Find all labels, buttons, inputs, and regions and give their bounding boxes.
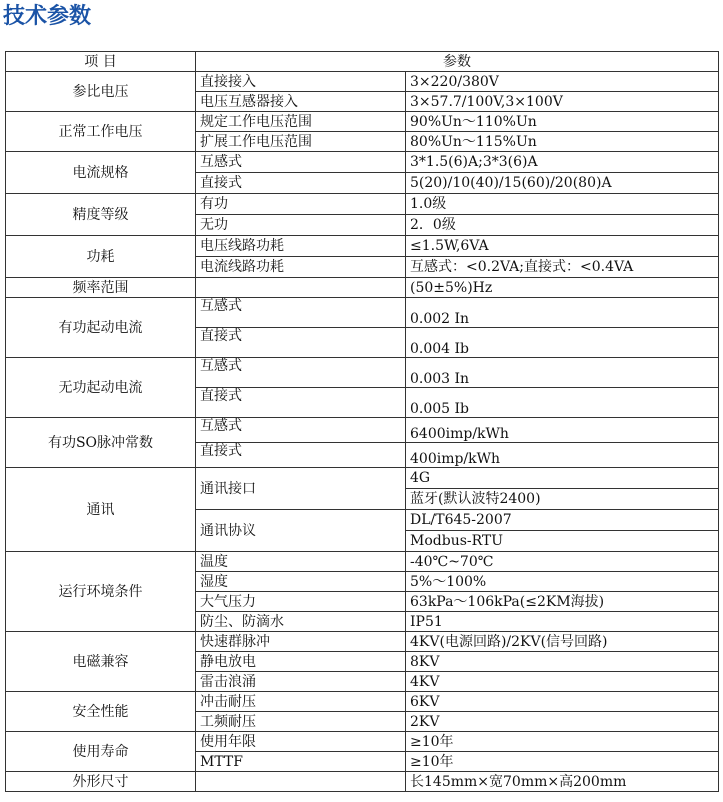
value-cell: -40℃~70℃: [406, 552, 719, 572]
value-cell: 互感式：<0.2VA;直接式：<0.4VA: [406, 257, 719, 278]
table-row: [6, 112, 719, 132]
value-cell: ≥10年: [406, 732, 719, 752]
table-row: [6, 194, 719, 215]
table-row: [6, 236, 719, 257]
row-label-safety: 安全性能: [6, 692, 196, 732]
sub-label: 快速群脉冲: [196, 632, 406, 652]
sub-label: 直接接入: [196, 72, 406, 92]
sub-label: 冲击耐压: [196, 692, 406, 712]
sub-label: 互感式: [196, 358, 406, 388]
sub-label: 通讯协议: [196, 510, 406, 552]
sub-label: 使用年限: [196, 732, 406, 752]
value-cell: 3×220/380V: [406, 72, 719, 92]
value-cell: 0.002 In: [406, 298, 719, 328]
value-cell: 4G: [406, 468, 719, 489]
table-row: [6, 468, 719, 489]
sub-label: 互感式: [196, 152, 406, 173]
table-row: [6, 152, 719, 173]
value-cell: 1.0级: [406, 194, 719, 215]
spec-table: [5, 51, 719, 792]
value-cell: Modbus-RTU: [406, 531, 719, 552]
sub-label: 电流线路功耗: [196, 257, 406, 278]
header-params: 参数: [196, 52, 719, 72]
row-label-life: 使用寿命: [6, 732, 196, 772]
sub-label-empty: [196, 772, 406, 792]
value-cell: 80%Un～115%Un: [406, 132, 719, 152]
sub-label: 通讯接口: [196, 468, 406, 510]
table-row: [6, 358, 719, 388]
row-label-env: 运行环境条件: [6, 552, 196, 632]
row-label-emc: 电磁兼容: [6, 632, 196, 692]
sub-label: 直接式: [196, 443, 406, 468]
sub-label: 工频耐压: [196, 712, 406, 732]
row-label-active-start: 有功起动电流: [6, 298, 196, 358]
row-label-freq: 频率范围: [6, 278, 196, 298]
table-row: [6, 72, 719, 92]
value-cell: 3*1.5(6)A;3*3(6)A: [406, 152, 719, 173]
table-header-row: [6, 52, 719, 72]
sub-label: 直接式: [196, 173, 406, 194]
value-cell: 0.005 Ib: [406, 388, 719, 418]
sub-label: 直接式: [196, 328, 406, 358]
row-label-ref-voltage: 参比电压: [6, 72, 196, 112]
value-cell: 4KV(电源回路)/2KV(信号回路): [406, 632, 719, 652]
value-cell: 2．0级: [406, 215, 719, 236]
sub-label: 规定工作电压范围: [196, 112, 406, 132]
table-row: [6, 732, 719, 752]
value-cell: (50±5%)Hz: [406, 278, 719, 298]
sub-label: 无功: [196, 215, 406, 236]
value-cell: 5(20)/10(40)/15(60)/20(80)A: [406, 173, 719, 194]
sub-label: 互感式: [196, 418, 406, 443]
value-cell: DL/T645-2007: [406, 510, 719, 531]
sub-label: 互感式: [196, 298, 406, 328]
sub-label: 直接式: [196, 388, 406, 418]
value-cell: 400imp/kWh: [406, 443, 719, 468]
value-cell: 8KV: [406, 652, 719, 672]
sub-label: 温度: [196, 552, 406, 572]
sub-label-empty: [196, 278, 406, 298]
value-cell: 90%Un～110%Un: [406, 112, 719, 132]
value-cell: 长145mm×宽70mm×高200mm: [406, 772, 719, 792]
value-cell: 6KV: [406, 692, 719, 712]
row-label-pulse: 有功SO脉冲常数: [6, 418, 196, 468]
value-cell: 2KV: [406, 712, 719, 732]
row-label-current: 电流规格: [6, 152, 196, 194]
row-label-accuracy: 精度等级: [6, 194, 196, 236]
table-row: [6, 632, 719, 652]
table-row: [6, 278, 719, 298]
table-row: [6, 298, 719, 328]
value-cell: ≥10年: [406, 752, 719, 772]
value-cell: 蓝牙(默认波特2400): [406, 489, 719, 510]
table-row: [6, 772, 719, 792]
sub-label: 静电放电: [196, 652, 406, 672]
row-label-work-voltage: 正常工作电压: [6, 112, 196, 152]
value-cell: 0.004 Ib: [406, 328, 719, 358]
value-cell: 5%～100%: [406, 572, 719, 592]
table-row: [6, 692, 719, 712]
row-label-size: 外形尺寸: [6, 772, 196, 792]
sub-label: 电压线路功耗: [196, 236, 406, 257]
value-cell: IP51: [406, 612, 719, 632]
row-label-comm: 通讯: [6, 468, 196, 552]
table-row: [6, 552, 719, 572]
value-cell: ≤1.5W,6VA: [406, 236, 719, 257]
sub-label: 扩展工作电压范围: [196, 132, 406, 152]
sub-label: 雷击浪涌: [196, 672, 406, 692]
sub-label: 电压互感器接入: [196, 92, 406, 112]
value-cell: 63kPa～106kPa(≤2KM海拔): [406, 592, 719, 612]
table-row: [6, 418, 719, 443]
sub-label: 有功: [196, 194, 406, 215]
sub-label: 大气压力: [196, 592, 406, 612]
sub-label: 防尘、防滴水: [196, 612, 406, 632]
sub-label: MTTF: [196, 752, 406, 772]
value-cell: 3×57.7/100V,3×100V: [406, 92, 719, 112]
value-cell: 4KV: [406, 672, 719, 692]
value-cell: 6400imp/kWh: [406, 418, 719, 443]
sub-label: 湿度: [196, 572, 406, 592]
header-item: 项 目: [6, 52, 196, 72]
page-title: 技术参数: [3, 4, 92, 29]
row-label-power: 功耗: [6, 236, 196, 278]
value-cell: 0.003 In: [406, 358, 719, 388]
row-label-reactive-start: 无功起动电流: [6, 358, 196, 418]
